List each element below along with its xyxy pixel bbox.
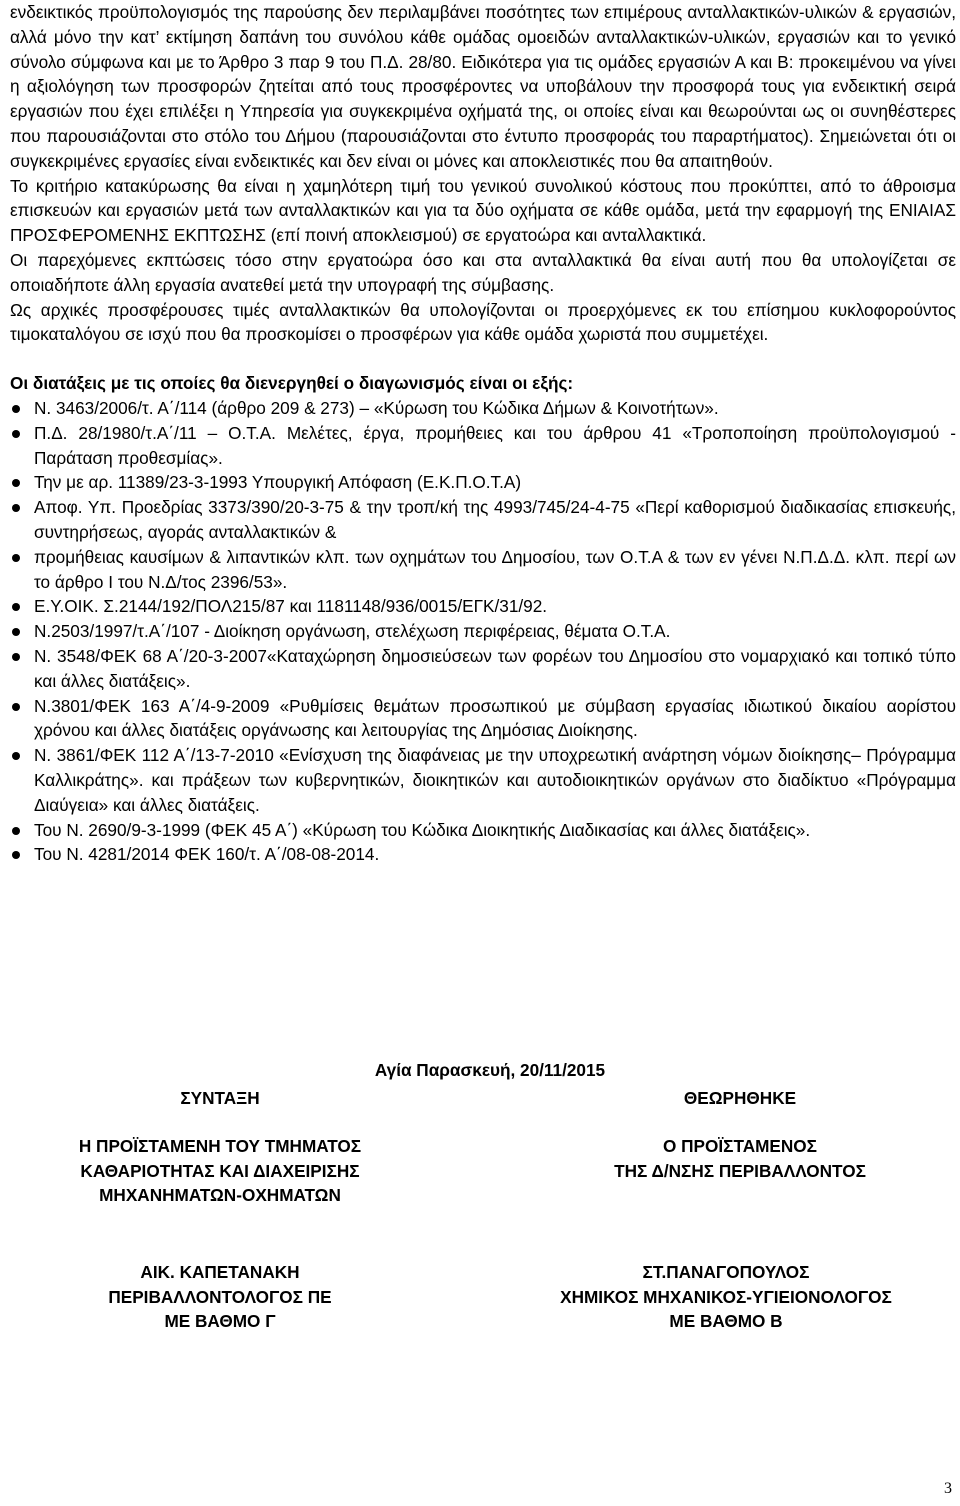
bullet-icon <box>12 703 20 711</box>
list-item: Ε.Υ.ΟΙΚ. Σ.2144/192/ΠΟΛ215/87 και 1181148/936/0015/ΕΓΚ/31/92. <box>10 594 956 619</box>
list-item: Ν. 3463/2006/τ. Α΄/114 (άρθρο 209 & 273) – «Κύρωση του Κώδικα Δήμων & Κοινοτήτων». <box>10 396 956 421</box>
bullet-icon <box>12 653 20 661</box>
signature-name-left: ΑΙΚ. ΚΑΠΕΤΑΝΑΚΗ ΠΕΡΙΒΑΛΛΟΝΤΟΛΟΓΟΣ ΠΕ ΜΕ ΒΑΘΜΟ Γ <box>108 1262 332 1332</box>
list-item: Αποφ. Υπ. Προεδρίας 3373/390/20-3-75 & την τροπ/κή της 4993/745/24-4-75 «Περί καθορισμού διαδικασίας επισκευής, συντηρήσεως, αγοράς ανταλλακτικών & <box>10 495 956 545</box>
date-line: Αγία Παρασκευή, 20/11/2015 <box>374 1060 606 1080</box>
list-item: Ν. 3548/ΦΕΚ 68 Α΄/20-3-2007«Καταχώρηση δημοσιεύσεων των φορέων του Δημοσίου στο νομαρχιακό και τοπικό τύπο και άλλες διατάξεις». <box>10 644 956 694</box>
signature-title-right: Ο ΠΡΟΪΣΤΑΜΕΝΟΣ ΤΗΣ Δ/ΝΣΗΣ ΠΕΡΙΒΑΛΛΟΝΤΟΣ <box>614 1136 866 1181</box>
list-item: προμήθειας καυσίμων & λιπαντικών κλπ. των οχημάτων του Δημοσίου, των Ο.Τ.Α & των εν γένει Ν.Π.Δ.Δ. κλπ. περί ων το άρθρο Ι του Ν.Δ/τος 2396/53». <box>10 545 956 595</box>
signature-title-left: Η ΠΡΟΪΣΤΑΜΕΝΗ ΤΟΥ ΤΜΗΜΑΤΟΣ ΚΑΘΑΡΙΟΤΗΤΑΣ ΚΑΙ ΔΙΑΧΕΙΡΙΣΗΣ ΜΗΧΑΝΗΜΑΤΩΝ-ΟΧΗΜΑΤΩΝ <box>78 1136 362 1206</box>
list-item: Του Ν. 2690/9-3-1999 (ΦΕΚ 45 Α΄) «Κύρωση του Κώδικα Διοικητικής Διαδικασίας και άλλες διατάξεις». <box>10 818 956 843</box>
bullet-icon <box>12 752 20 760</box>
laws-heading: Οι διατάξεις με τις οποίες θα διενεργηθεί ο διαγωνισμός είναι οι εξής: <box>10 373 574 394</box>
page-number: 3 <box>944 1480 952 1497</box>
bullet-icon <box>12 554 20 562</box>
bullet-icon <box>12 603 20 611</box>
signature-name-right: ΣΤ.ΠΑΝΑΓΟΠΟΥΛΟΣ ΧΗΜΙΚΟΣ ΜΗΧΑΝΙΚΟΣ-ΥΓΙΕΙΟΝΟΛΟΓΟΣ ΜΕ ΒΑΘΜΟ Β <box>560 1262 892 1332</box>
bullet-icon <box>12 430 20 438</box>
list-item: Π.Δ. 28/1980/τ.Α΄/11 – Ο.Τ.Α. Μελέτες, έργα, προμήθειες και του άρθρου 41 «Τροποποίηση προϋπολογισμού - Παράταση προθεσμίας». <box>10 421 956 471</box>
list-item: Την με αρ. 11389/23-3-1993 Υπουργική Απόφαση (Ε.Κ.Π.Ο.Τ.Α) <box>10 470 956 495</box>
document-page <box>10 0 956 1506</box>
bullet-icon <box>12 851 20 859</box>
bullet-icon <box>12 405 20 413</box>
paragraph-estimate: ενδεικτικός προϋπολογισμός της παρούσης δεν περιλαμβάνει ποσότητες των επιμέρους ανταλλακτικών-υλικών & εργασιών, αλλά μόνο την κατ’ εκτίμηση δαπάνη του συνόλου κάθε ομάδας ομοειδών ανταλλακτικών-υλικών, εργασιών και το γενικό σύνολο σύμφωνα και με το Άρθρο 3 παρ 9 του Π.Δ. 28/80. Ειδικότερα για τις ομάδες εργασιών Α και Β: προκειμένου να γίνει η αξιολόγηση των προσφορών ζητείται από τους προσφέροντες να υποβάλουν την προσφορά τους για ενδεικτική σειρά εργασιών που έχει επιλέξει η Υπηρεσία για συγκεκριμένα οχήματά της, οι οποίες είναι και θεωρούνται ως οι συνηθέστερες που παρουσιάζονται στο στόλο του Δήμου (παρουσιάζονται στο έντυπο προσφοράς του παραρτήματος). Σημειώνεται ότι οι συγκεκριμένες εργασίες είναι ενδεικτικές και δεν είναι οι μόνες και αποκλειστικές που θα απαιτηθούν. <box>10 2 956 171</box>
bullet-icon <box>12 628 20 636</box>
bullet-icon <box>12 504 20 512</box>
body-text <box>10 0 956 347</box>
list-item: Ν. 3861/ΦΕΚ 112 Α΄/13-7-2010 «Ενίσχυση της διαφάνειας με την υποχρεωτική ανάρτηση νόμων διοίκησης– Πρόγραμμα Καλλικράτης». και πράξεων των κυβερνητικών, διοικητικών και αυτοδιοικητικών οργάνων στο διαδίκτυο «Πρόγραμμα Διαύγεια» και άλλες διατάξεις. <box>10 743 956 817</box>
list-item: Ν.3801/ΦΕΚ 163 Α΄/4-9-2009 «Ρυθμίσεις θεμάτων προσωπικού με σύμβαση εργασίας ιδιωτικού δικαίου αορίστου χρόνου και άλλες διατάξεις οργάνωσης και λειτουργίας της Δημόσιας Διοίκησης. <box>10 694 956 744</box>
paragraph-initial-prices: Ως αρχικές προσφέρουσες τιμές ανταλλακτικών θα υπολογίζονται οι προερχόμενες εκ του επίσημου κυκλοφορούντος τιμοκαταλόγου σε ισχύ που θα προσκομίσει ο προσφέρων για κάθε ομάδα χωριστά που συμμετέχει. <box>10 299 956 345</box>
bullet-icon <box>12 479 20 487</box>
signature-role-left: ΣΥΝΤΑΞΗ <box>180 1088 260 1108</box>
signature-role-right: ΘΕΩΡΗΘΗΚΕ <box>683 1088 797 1108</box>
list-item: Του Ν. 4281/2014 ΦΕΚ 160/τ. Α΄/08-08-2014. <box>10 842 956 867</box>
paragraph-award-criterion: Το κριτήριο κατακύρωσης θα είναι η χαμηλότερη τιμή του γενικού συνολικού κόστους που προκύπτει, από το άθροισμα επισκευών και εργασιών μετά των ανταλλακτικών και για τα δύο οχήματα σε κάθε ομάδα, μετά την εφαρμογή της ΕΝΙΑΙΑΣ ΠΡΟΣΦΕΡΟΜΕΝΗΣ ΕΚΠΤΩΣΗΣ (επί ποινή αποκλεισμού) σε εργατοώρα και ανταλλακτικά. <box>10 175 956 246</box>
list-item: Ν.2503/1997/τ.Α΄/107 - Διοίκηση οργάνωση, στελέχωση περιφέρειας, θέματα Ο.Τ.Α. <box>10 619 956 644</box>
bullet-icon <box>12 827 20 835</box>
laws-list <box>10 396 956 867</box>
paragraph-discounts: Οι παρεχόμενες εκπτώσεις τόσο στην εργατοώρα όσο και στα ανταλλακτικά θα είναι αυτή που θα υπολογίζεται σε οποιαδήποτε άλλη εργασία ανατεθεί μετά την υπογραφή της σύμβασης. <box>10 249 956 295</box>
